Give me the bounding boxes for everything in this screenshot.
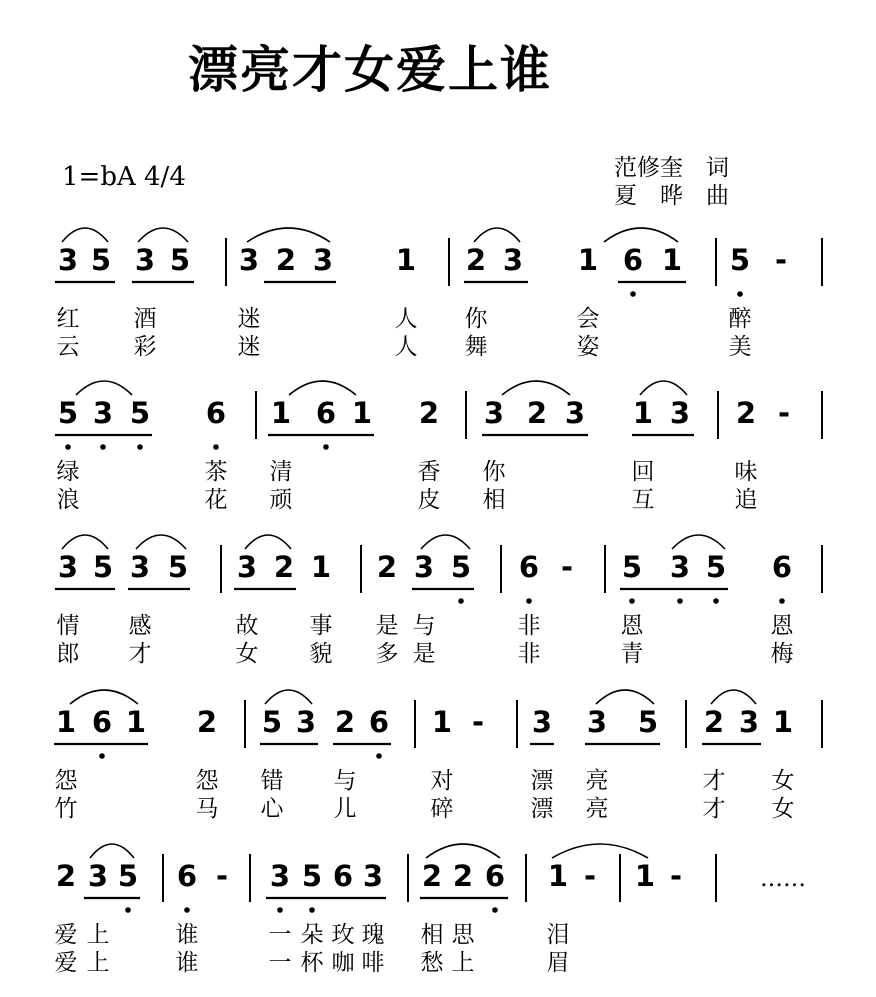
lyric-verse2: 漂 xyxy=(530,796,554,822)
lyric-verse1: 人 xyxy=(394,306,418,332)
note: 5 xyxy=(90,243,112,277)
note: 3 xyxy=(236,550,258,584)
lyric-verse1: 清 xyxy=(269,459,293,485)
lyric-verse1: 朵 xyxy=(300,922,324,948)
note: 5 xyxy=(450,550,472,584)
octave-dot-below xyxy=(458,598,464,604)
octave-dot-below xyxy=(629,598,635,604)
lyric-verse1: 上 xyxy=(86,922,110,948)
key-signature: 1=bA 4/4 xyxy=(62,162,186,192)
lyric-verse1: 泪 xyxy=(546,922,570,948)
octave-dot-below xyxy=(737,291,743,297)
lyric-verse2: 人 xyxy=(394,334,418,360)
lyric-verse2: 女 xyxy=(235,641,259,667)
lyric-verse2: 爱 xyxy=(54,950,78,976)
extension-dash: - xyxy=(669,859,683,893)
lyric-verse2: 眉 xyxy=(546,950,570,976)
lyric-verse1: 与 xyxy=(333,768,357,794)
lyric-verse2: 上 xyxy=(451,950,475,976)
lyric-verse1: 感 xyxy=(128,613,152,639)
lyric-verse1: 非 xyxy=(517,613,541,639)
lyric-verse1: 红 xyxy=(56,306,80,332)
octave-dot-below xyxy=(277,907,283,913)
lyric-verse1: 味 xyxy=(734,459,758,485)
lyric-verse1: 酒 xyxy=(133,306,157,332)
slur xyxy=(289,381,356,395)
lyric-verse1: 谁 xyxy=(175,922,199,948)
octave-dot-below xyxy=(213,444,219,450)
extension-dash: - xyxy=(215,859,229,893)
lyric-verse2: 谁 xyxy=(175,950,199,976)
lyric-verse2: 青 xyxy=(620,641,644,667)
note: 3 xyxy=(738,705,760,739)
lyric-verse2: 杯 xyxy=(300,950,324,976)
slur xyxy=(138,228,188,242)
note: 3 xyxy=(129,550,151,584)
note: 5 xyxy=(169,243,191,277)
lyric-verse1: 事 xyxy=(309,613,333,639)
octave-dot-below xyxy=(184,907,190,913)
note: 2 xyxy=(273,550,295,584)
slur xyxy=(247,228,330,242)
lyric-verse2: 马 xyxy=(195,796,219,822)
slur xyxy=(90,844,134,858)
lyric-verse2: 追 xyxy=(734,487,758,513)
note: 1 xyxy=(395,243,417,277)
note: 5 xyxy=(301,859,323,893)
note: 2 xyxy=(452,859,474,893)
lyric-verse1: 玫 xyxy=(331,922,355,948)
lyric-verse2: 啡 xyxy=(361,950,385,976)
note: 1 xyxy=(634,859,656,893)
slur xyxy=(502,381,570,395)
note: 6 xyxy=(205,396,227,430)
note: 2 xyxy=(465,243,487,277)
lyric-verse2: 相 xyxy=(482,487,506,513)
lyric-verse1: 瑰 xyxy=(361,922,385,948)
lyric-verse1: 恩 xyxy=(620,613,644,639)
note: 6 xyxy=(484,859,506,893)
note: 3 xyxy=(87,859,109,893)
extension-dash: - xyxy=(774,243,788,277)
slur xyxy=(62,535,108,549)
slur xyxy=(604,228,678,242)
note: 3 xyxy=(669,396,691,430)
note: 1 xyxy=(351,396,373,430)
song-title: 漂亮才女爱上谁 xyxy=(188,40,552,99)
note: 5 xyxy=(92,550,114,584)
lyric-verse2: 一 xyxy=(268,950,292,976)
octave-dot-below xyxy=(65,444,71,450)
note: 1 xyxy=(772,705,794,739)
slur xyxy=(136,535,186,549)
lyric-verse2: 是 xyxy=(412,641,436,667)
octave-dot-below xyxy=(492,907,498,913)
note: 1 xyxy=(270,396,292,430)
note: 3 xyxy=(531,705,553,739)
slur xyxy=(265,690,312,704)
note: 5 xyxy=(129,396,151,430)
lyric-verse2: 上 xyxy=(86,950,110,976)
lyric-verse1: 茶 xyxy=(204,459,228,485)
note: 3 xyxy=(586,705,608,739)
note: 5 xyxy=(167,550,189,584)
lyric-verse2: 心 xyxy=(260,796,284,822)
lyric-verse1: 绿 xyxy=(56,459,80,485)
note: 1 xyxy=(55,705,77,739)
note: 5 xyxy=(621,550,643,584)
note: 1 xyxy=(310,550,332,584)
lyric-verse1: 是 xyxy=(375,613,399,639)
lyric-verse1: 香 xyxy=(417,459,441,485)
lyric-verse1: 一 xyxy=(268,922,292,948)
lyricist-credit: 范修奎 词 xyxy=(614,155,729,181)
slur xyxy=(640,381,687,395)
lyric-verse2: 多 xyxy=(375,641,399,667)
lyric-verse1: 爱 xyxy=(54,922,78,948)
note: 1 xyxy=(577,243,599,277)
note: 1 xyxy=(661,243,683,277)
lyric-verse1: 会 xyxy=(576,306,600,332)
octave-dot-below xyxy=(713,598,719,604)
note: 3 xyxy=(483,396,505,430)
lyric-verse1: 怨 xyxy=(54,768,78,794)
note: 2 xyxy=(526,396,548,430)
note: 3 xyxy=(362,859,384,893)
lyric-verse1: 亮 xyxy=(585,768,609,794)
slur xyxy=(596,690,654,704)
lyric-verse1: 恩 xyxy=(770,613,794,639)
lyric-verse1: 迷 xyxy=(237,306,261,332)
note: 6 xyxy=(315,396,337,430)
lyric-verse2: 浪 xyxy=(56,487,80,513)
slur xyxy=(62,228,108,242)
lyric-verse2: 花 xyxy=(204,487,228,513)
note: 6 xyxy=(176,859,198,893)
lyric-verse2: 才 xyxy=(128,641,152,667)
lyric-verse1: 错 xyxy=(260,768,284,794)
lyric-verse1: 对 xyxy=(430,768,454,794)
note: 3 xyxy=(92,396,114,430)
lyric-verse1: 漂 xyxy=(530,768,554,794)
lyric-verse2: 愁 xyxy=(420,950,444,976)
octave-dot-below xyxy=(99,753,105,759)
slur xyxy=(474,228,520,242)
note: 1 xyxy=(125,705,147,739)
lyric-verse2: 皮 xyxy=(417,487,441,513)
slur xyxy=(421,535,470,549)
note: 2 xyxy=(418,396,440,430)
slur xyxy=(672,535,725,549)
note: 1 xyxy=(632,396,654,430)
note: 6 xyxy=(332,859,354,893)
lyric-verse1: 你 xyxy=(464,306,488,332)
octave-dot-below xyxy=(779,598,785,604)
octave-dot-below xyxy=(376,753,382,759)
octave-dot-below xyxy=(677,598,683,604)
lyric-verse1: 醉 xyxy=(728,306,752,332)
octave-dot-below xyxy=(526,598,532,604)
lyric-verse2: 亮 xyxy=(585,796,609,822)
lyric-verse1: 女 xyxy=(771,768,795,794)
lyric-verse2: 才 xyxy=(702,796,726,822)
note: 2 xyxy=(196,705,218,739)
note: 3 xyxy=(269,859,291,893)
note: 3 xyxy=(564,396,586,430)
note: 1 xyxy=(547,859,569,893)
lyric-verse1: 相 xyxy=(420,922,444,948)
note: 3 xyxy=(57,550,79,584)
lyric-verse1: 与 xyxy=(412,613,436,639)
lyric-verse1: 你 xyxy=(482,459,506,485)
lyric-verse2: 咖 xyxy=(331,950,355,976)
note: 5 xyxy=(729,243,751,277)
note: 6 xyxy=(771,550,793,584)
lyric-verse2: 互 xyxy=(631,487,655,513)
slur xyxy=(426,844,500,858)
lyric-verse2: 美 xyxy=(728,334,752,360)
octave-dot-below xyxy=(323,444,329,450)
lyric-verse2: 郎 xyxy=(56,641,80,667)
slur xyxy=(245,535,291,549)
lyric-verse1: 情 xyxy=(56,613,80,639)
lyric-verse2: 女 xyxy=(771,796,795,822)
octave-dot-below xyxy=(100,444,106,450)
lyric-verse2: 貌 xyxy=(309,641,333,667)
note: 2 xyxy=(55,859,77,893)
octave-dot-below xyxy=(309,907,315,913)
lyric-verse2: 顽 xyxy=(269,487,293,513)
lyric-verse2: 迷 xyxy=(237,334,261,360)
note: 5 xyxy=(637,705,659,739)
note: 3 xyxy=(413,550,435,584)
octave-dot-below xyxy=(630,291,636,297)
lyric-verse2: 舞 xyxy=(464,334,488,360)
octave-dot-below xyxy=(125,907,131,913)
octave-dot-below xyxy=(137,444,143,450)
lyric-verse2: 梅 xyxy=(770,641,794,667)
note: 3 xyxy=(669,550,691,584)
slur xyxy=(552,844,648,858)
note: 6 xyxy=(518,550,540,584)
note: 5 xyxy=(57,396,79,430)
note: 6 xyxy=(622,243,644,277)
lyric-verse1: 回 xyxy=(631,459,655,485)
slur xyxy=(711,690,756,704)
lyric-verse2: 儿 xyxy=(333,796,357,822)
note: 6 xyxy=(368,705,390,739)
composer-credit: 夏 晔 曲 xyxy=(614,183,729,209)
lyric-verse1: 才 xyxy=(702,768,726,794)
note: 2 xyxy=(735,396,757,430)
slur xyxy=(76,381,132,395)
extension-dash: - xyxy=(777,396,791,430)
lyric-verse2: 彩 xyxy=(133,334,157,360)
note: 3 xyxy=(295,705,317,739)
lyric-verse1: 怨 xyxy=(195,768,219,794)
note: 3 xyxy=(502,243,524,277)
lyric-verse1: 故 xyxy=(235,613,259,639)
note: 1 xyxy=(431,705,453,739)
note: 3 xyxy=(57,243,79,277)
slur xyxy=(70,690,138,704)
ellipsis-continuation: …… xyxy=(760,866,806,892)
lyric-verse2: 碎 xyxy=(430,796,454,822)
note: 5 xyxy=(261,705,283,739)
note: 2 xyxy=(421,859,443,893)
lyric-verse2: 非 xyxy=(517,641,541,667)
note: 3 xyxy=(238,243,260,277)
note: 6 xyxy=(91,705,113,739)
lyric-verse2: 姿 xyxy=(576,334,600,360)
note: 2 xyxy=(376,550,398,584)
lyric-verse1: 思 xyxy=(451,922,475,948)
lyric-verse2: 云 xyxy=(56,334,80,360)
note: 3 xyxy=(134,243,156,277)
extension-dash: - xyxy=(583,859,597,893)
note: 5 xyxy=(117,859,139,893)
note: 2 xyxy=(334,705,356,739)
note: 3 xyxy=(312,243,334,277)
note: 2 xyxy=(703,705,725,739)
note: 5 xyxy=(705,550,727,584)
lyric-verse2: 竹 xyxy=(54,796,78,822)
extension-dash: - xyxy=(560,550,574,584)
note: 2 xyxy=(275,243,297,277)
extension-dash: - xyxy=(471,705,485,739)
